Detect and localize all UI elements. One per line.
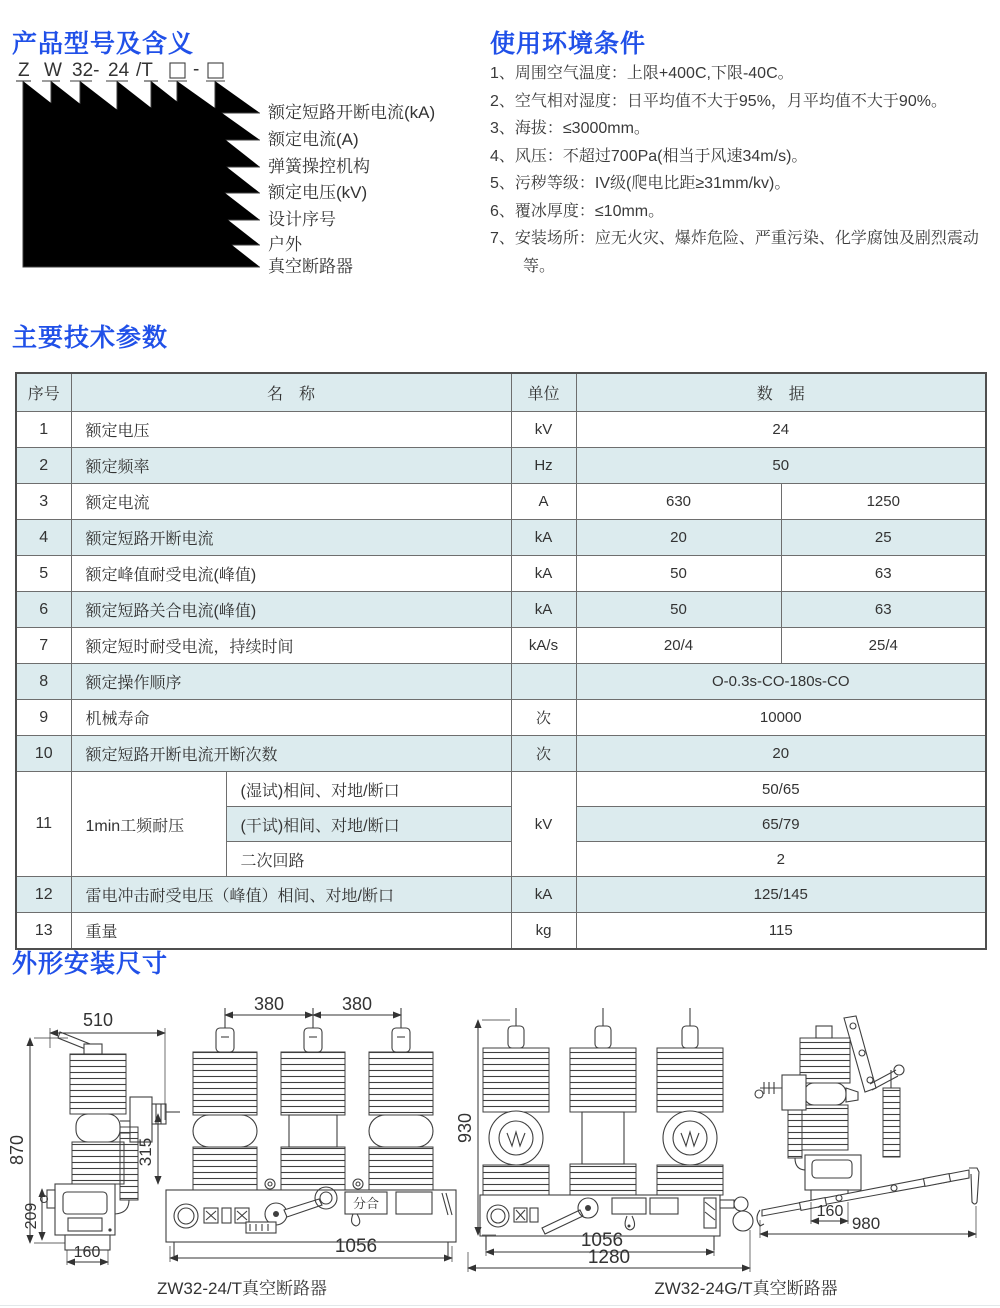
- cell-no: 12: [16, 877, 71, 913]
- table-row: [16, 736, 986, 772]
- table-row: [16, 592, 986, 628]
- env-section-title: 使用环境条件: [490, 30, 647, 58]
- model-dash: -: [193, 59, 200, 80]
- cell-unit: kV: [511, 772, 576, 877]
- table-header-row: [16, 373, 986, 412]
- cell-no: 7: [16, 628, 71, 664]
- model-label-vacuum-breaker: 真空断路器: [268, 257, 353, 276]
- model-label-outdoor: 户外: [268, 235, 302, 254]
- cell-data-2: 25: [781, 520, 986, 556]
- dim-315: 315: [136, 1137, 155, 1167]
- dim-980: 980: [851, 1214, 881, 1233]
- cell-data-1: 630: [576, 484, 781, 520]
- cell-name: 雷电冲击耐受电压（峰值）相间、对地/断口: [71, 877, 511, 913]
- cell-data-1: 50: [576, 556, 781, 592]
- dim-380-b: 380: [341, 994, 373, 1014]
- cell-name: 额定频率: [71, 448, 511, 484]
- cell-subname: (干试)相间、对地/断口: [226, 807, 511, 842]
- cell-no: 3: [16, 484, 71, 520]
- table-row: [16, 520, 986, 556]
- cell-unit: kV: [511, 412, 576, 448]
- parameters-table: [15, 372, 987, 950]
- cell-data: 50: [576, 448, 986, 484]
- cell-unit: Hz: [511, 448, 576, 484]
- cell-unit: kg: [511, 913, 576, 950]
- table-row: [16, 664, 986, 700]
- table-row: [16, 556, 986, 592]
- cell-name: 额定短路开断电流开断次数: [71, 736, 511, 772]
- params-section-title: 主要技术参数: [12, 324, 169, 352]
- cell-no: 4: [16, 520, 71, 556]
- model-part-24: 24: [108, 60, 130, 81]
- header-unit: 单位: [511, 373, 576, 412]
- cell-name: 额定电流: [71, 484, 511, 520]
- cell-subname: 二次回路: [226, 842, 511, 877]
- model-part-32: 32-: [72, 60, 100, 81]
- caption-zw32-24t: ZW32-24/T真空断路器: [156, 1279, 328, 1298]
- cell-data-2: 63: [781, 592, 986, 628]
- table-row: [16, 772, 986, 807]
- cell-name: 1min工频耐压: [71, 772, 226, 877]
- dim-160: 160: [73, 1244, 101, 1261]
- model-part-t: /T: [136, 60, 153, 81]
- cell-unit: 次: [511, 736, 576, 772]
- header-no: 序号: [16, 373, 71, 412]
- dim-930: 930: [455, 1112, 475, 1144]
- model-label-spring-mechanism: 弹簧操控机构: [268, 157, 370, 176]
- cell-data-1: 20: [576, 520, 781, 556]
- table-row: [16, 877, 986, 913]
- dim-870: 870: [7, 1134, 27, 1166]
- env-item: 4、风压：不超过700Pa(相当于风速34m/s)。: [490, 147, 808, 165]
- env-item: 1、周围空气温度：上限+400C,下限-40C。: [490, 65, 794, 82]
- cell-unit: 次: [511, 700, 576, 736]
- table-row: [16, 700, 986, 736]
- cell-name: 额定短路开断电流: [71, 520, 511, 556]
- model-label-rated-current: 额定电流(A): [268, 130, 359, 149]
- model-part-z: Z: [18, 60, 30, 81]
- cell-no: 1: [16, 412, 71, 448]
- dim-510: 510: [82, 1010, 114, 1030]
- breaker-front-poles: [193, 1008, 433, 1190]
- cell-no: 13: [16, 913, 71, 950]
- table-row: [16, 628, 986, 664]
- cell-name: 额定短时耐受电流，持续时间: [71, 628, 511, 664]
- dim-1280: 1280: [587, 1247, 631, 1268]
- model-part-w: W: [44, 60, 62, 81]
- cell-name: 额定操作顺序: [71, 664, 511, 700]
- cell-subname: (湿试)相间、对地/断口: [226, 772, 511, 807]
- cell-unit: A: [511, 484, 576, 520]
- drawing-zw32-24gt-side-view: [744, 1008, 1000, 1258]
- leader-lines: [23, 81, 260, 267]
- env-item: 6、覆冰厚度：≤10mm。: [490, 202, 665, 220]
- cell-data: 2: [576, 842, 986, 877]
- cell-data: 20: [576, 736, 986, 772]
- env-item: 3、海拔：≤3000mm。: [490, 120, 650, 137]
- model-label-design-serial: 设计序号: [268, 210, 336, 229]
- cell-name: 额定电压: [71, 412, 511, 448]
- open-close-indicator: 分合: [352, 1196, 380, 1211]
- cell-data: 125/145: [576, 877, 986, 913]
- header-data: 数 据: [576, 373, 986, 412]
- caption-zw32-24gt: ZW32-24G/T真空断路器: [654, 1279, 838, 1298]
- cell-name: 重量: [71, 913, 511, 950]
- dims-section-title: 外形安装尺寸: [12, 950, 169, 978]
- model-label-breaking-current: 额定短路开断电流(kA): [268, 103, 436, 122]
- dim-380-a: 380: [253, 994, 285, 1014]
- cell-data: O-0.3s-CO-180s-CO: [576, 664, 986, 700]
- breaker-g-front-poles: [483, 1008, 723, 1195]
- cell-unit: kA: [511, 556, 576, 592]
- env-item: 2、空气相对湿度：日平均值不大于95%，月平均值不大于90%。: [490, 92, 947, 110]
- cell-name: 额定峰值耐受电流(峰值): [71, 556, 511, 592]
- dim-1056-g: 1056: [580, 1230, 624, 1251]
- cell-unit: [511, 664, 576, 700]
- cell-name: 额定短路关合电流(峰值): [71, 592, 511, 628]
- cell-no: 9: [16, 700, 71, 736]
- breaker-g-side-body: [755, 1016, 979, 1226]
- placeholder-box-breaking: [208, 63, 223, 78]
- breaker-front-base: [166, 1179, 456, 1256]
- cell-data: 50/65: [576, 772, 986, 807]
- dim-1056: 1056: [334, 1236, 378, 1257]
- table-row: [16, 484, 986, 520]
- cell-no: 8: [16, 664, 71, 700]
- cell-data-1: 20/4: [576, 628, 781, 664]
- cell-no: 5: [16, 556, 71, 592]
- dim-209: 209: [23, 1202, 40, 1230]
- env-item: 7、安装场所：应无火灾、爆炸危险、严重污染、化学腐蚀及剧烈震动等。: [490, 230, 979, 275]
- cell-data-2: 1250: [781, 484, 986, 520]
- cell-name: 机械寿命: [71, 700, 511, 736]
- env-conditions-list: [490, 60, 995, 280]
- cell-data: 115: [576, 913, 986, 950]
- cell-data: 65/79: [576, 807, 986, 842]
- cell-data-2: 63: [781, 556, 986, 592]
- cell-unit: kA: [511, 877, 576, 913]
- cell-no: 11: [16, 772, 71, 877]
- cell-unit: kA: [511, 592, 576, 628]
- drawing-zw32-24t-front-view: [146, 994, 476, 1268]
- cell-no: 10: [16, 736, 71, 772]
- cell-data-2: 25/4: [781, 628, 986, 664]
- cell-unit: kA: [511, 520, 576, 556]
- page-bottom-rule: [0, 1305, 1000, 1306]
- placeholder-box-current: [170, 63, 185, 78]
- table-row: [16, 412, 986, 448]
- model-label-rated-voltage: 额定电压(kV): [268, 183, 368, 202]
- header-name: 名 称: [71, 373, 511, 412]
- cell-data: 10000: [576, 700, 986, 736]
- env-item: 5、污秽等级：IV级(爬电比距≥31mm/kv)。: [490, 175, 791, 192]
- cell-data: 24: [576, 412, 986, 448]
- model-code-diagram: [10, 58, 470, 293]
- drawing-zw32-24gt-front-view: [452, 1000, 762, 1274]
- cell-unit: kA/s: [511, 628, 576, 664]
- cell-data-1: 50: [576, 592, 781, 628]
- model-section-title: 产品型号及含义: [12, 30, 195, 58]
- table-row: [16, 448, 986, 484]
- cell-no: 6: [16, 592, 71, 628]
- dim-160-g: 160: [816, 1203, 844, 1220]
- cell-no: 2: [16, 448, 71, 484]
